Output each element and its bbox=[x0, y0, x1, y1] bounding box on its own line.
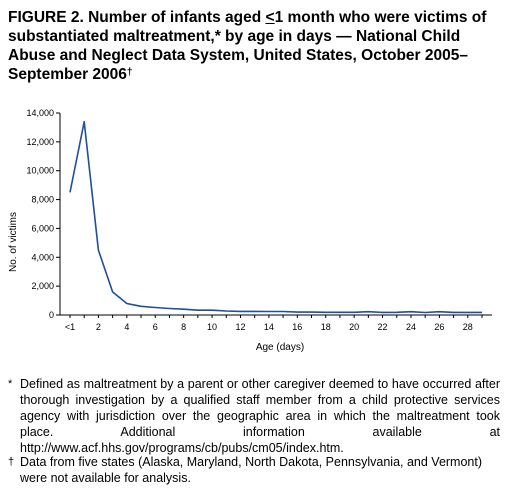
x-tick-label: 10 bbox=[207, 322, 218, 332]
footnote-definition bbox=[8, 376, 500, 456]
x-tick-label: 28 bbox=[462, 322, 473, 332]
footnote-dagger-mark: † bbox=[8, 456, 15, 468]
footnote-star-text: Defined as maltreatment by a parent or other caregiver deemed to have occurred after thorough investigation by a qualified staff member from a child protective services agency with jurisdiction over the geographic area in which the maltreatment took place. Additional information available at http://www.acf.hhs.gov/programs/cb/pubs/cm05/index.htm. bbox=[20, 377, 500, 455]
footnote-data-note bbox=[8, 454, 500, 486]
series-line bbox=[70, 122, 482, 313]
title-text: 1 month who were victims of substantiated maltreatment,* by age in days — National Child Abuse and Neglect Data System, United States, October 2005–September 2006 bbox=[8, 9, 487, 83]
y-tick-label: 4,000 bbox=[31, 252, 54, 263]
x-tick-label: 18 bbox=[320, 322, 331, 332]
y-tick-label: 2,000 bbox=[31, 281, 54, 292]
line-chart bbox=[0, 100, 512, 360]
title-dagger: † bbox=[126, 67, 133, 78]
chart-marks bbox=[70, 122, 482, 313]
x-tick-label: 14 bbox=[263, 322, 274, 332]
footnote-star-mark: * bbox=[8, 378, 13, 390]
x-tick-label: 20 bbox=[349, 322, 360, 332]
title-less-than: < bbox=[265, 9, 275, 26]
footnote-dagger-text: Data from five states (Alaska, Maryland, North Dakota, Pennsylvania, and Vermont) were not available for analysis. bbox=[20, 455, 483, 485]
title-prefix: FIGURE 2. Number of infants aged bbox=[8, 9, 266, 26]
y-tick-label: 8,000 bbox=[31, 194, 54, 205]
x-tick-label: 8 bbox=[181, 322, 187, 332]
x-tick-label: 22 bbox=[377, 322, 388, 332]
x-tick-label: 6 bbox=[152, 322, 158, 332]
x-tick-label: 2 bbox=[95, 322, 101, 332]
x-tick-label: 4 bbox=[124, 322, 130, 332]
x-tick-label: 16 bbox=[292, 322, 303, 332]
x-tick-label: <1 bbox=[64, 322, 76, 332]
y-axis-label: No. of victims bbox=[8, 211, 19, 273]
figure-title bbox=[8, 8, 506, 84]
x-tick-label: 12 bbox=[235, 322, 246, 332]
x-tick-label: 26 bbox=[434, 322, 445, 332]
x-tick-label: 24 bbox=[405, 322, 416, 332]
y-tick-label: 14,000 bbox=[26, 108, 54, 118]
x-axis-label: Age (days) bbox=[255, 342, 305, 353]
y-tick-label: 12,000 bbox=[26, 136, 54, 147]
y-tick-label: 6,000 bbox=[31, 223, 54, 234]
y-tick-label: 0 bbox=[48, 310, 54, 320]
y-tick-label: 10,000 bbox=[26, 165, 54, 176]
chart-axes bbox=[26, 108, 492, 332]
